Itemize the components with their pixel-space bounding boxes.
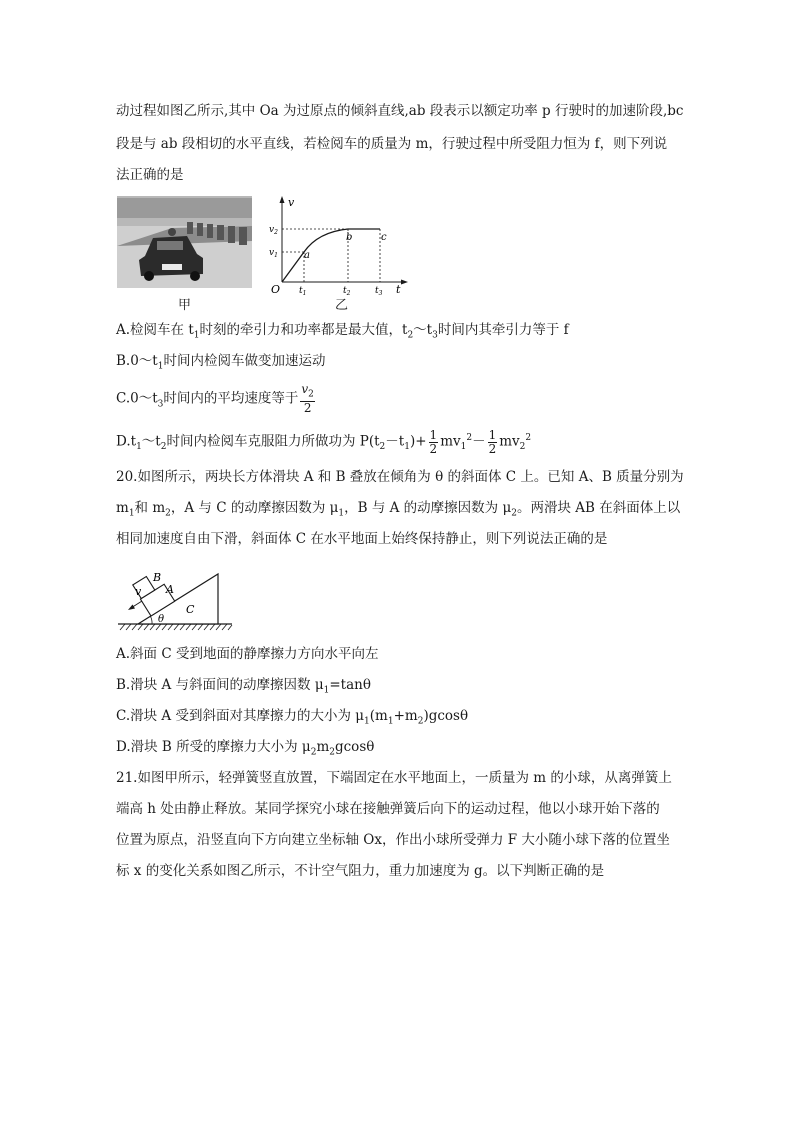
sup: 2 (466, 433, 473, 443)
q21-stem-line-2: 端高 h 处由静止释放。某同学探究小球在接触弹簧后向下的运动过程，他以小球开始下落的 (116, 801, 660, 817)
text: 和 m (134, 500, 166, 516)
v1-sub: 1 (274, 252, 278, 259)
text: ，B 与 A 的动摩擦因数为 μ (344, 500, 512, 516)
text: (m (369, 708, 388, 724)
sub: 1 (157, 361, 164, 372)
text: C.滑块 A 受到斜面对其摩擦力的大小为 μ (116, 708, 365, 724)
v2-sub: 2 (274, 229, 278, 236)
sub: 2 (511, 508, 517, 519)
fraction (488, 429, 498, 456)
sub: 3 (432, 330, 438, 341)
sub: 2 (407, 330, 414, 341)
svg-text:t1 (299, 286, 306, 297)
q19-stem-line-1: 动过程如图乙所示,其中 Oa 为过原点的倾斜直线,ab 段表示以额定功率 p 行驶时的加速阶段,bc (116, 103, 684, 119)
q20-stem-line-3: 相同加速度自由下滑，斜面体 C 在水平地面上始终保持静止，则下列说法正确的是 (116, 531, 608, 547)
v2-label: v (269, 225, 275, 235)
svg-text:v1 (269, 248, 278, 259)
point-a-label: a (304, 250, 310, 261)
fraction-denominator: 2 (429, 441, 438, 456)
sub: 1 (323, 685, 330, 696)
sub: 1 (338, 508, 345, 519)
sub: 1 (404, 442, 410, 453)
v1-label: v (269, 248, 275, 258)
text: m (316, 739, 330, 755)
sub: 2 (329, 747, 335, 758)
text: mv (499, 433, 520, 450)
sup: 2 (525, 433, 532, 443)
text: B.滑块 A 与斜面间的动摩擦因数 μ (116, 677, 324, 693)
q19-stem-line-3: 法正确的是 (116, 167, 184, 183)
block-c-label: C (186, 603, 195, 616)
text: )+ (409, 433, 427, 450)
text: 时间内检阅车克服阻力所做功为 P(t (166, 433, 380, 450)
text: C.0～t (116, 390, 158, 407)
fig-caption-yi: 乙 (335, 298, 349, 313)
q20-stem-line-1: 20.如图所示，两块长方体滑块 A 和 B 叠放在倾角为 θ 的斜面体 C 上。已知 A、B 质量分别为 (116, 469, 684, 485)
q21-stem-line-3: 位置为原点，沿竖直向下方向建立坐标轴 Ox，作出小球所受弹力 F 大小随小球下落的位置坐 (116, 832, 670, 848)
q19-option-a (116, 321, 569, 345)
text: D.t (116, 433, 137, 450)
text: mv (440, 433, 461, 450)
sub: 2 (308, 389, 314, 400)
t1-sub: 1 (302, 290, 307, 297)
sub: 1 (460, 442, 467, 453)
text: ～t (413, 322, 433, 338)
text: ，A 与 C 的动摩擦因数为 μ (170, 500, 339, 516)
text: 时间内检阅车做变加速运动 (163, 353, 326, 369)
q20-option-c (116, 707, 468, 731)
fraction-numerator (300, 383, 315, 402)
fraction-numerator: 1 (488, 427, 497, 442)
svg-text:v2 (269, 225, 278, 236)
text: m (116, 500, 129, 516)
fraction-denominator: 2 (303, 401, 312, 416)
text: － (472, 433, 486, 450)
text: +m (393, 708, 418, 724)
sub: 2 (310, 747, 317, 758)
parade-car-photo (117, 196, 252, 288)
fraction-denominator: 2 (488, 441, 497, 456)
fraction (300, 383, 315, 415)
t2-label: t (343, 286, 347, 296)
sub: 2 (417, 716, 424, 727)
t1-label: t (299, 286, 303, 296)
block-a-label: A (166, 583, 174, 596)
sub: 2 (519, 442, 526, 453)
text: B.0～t (116, 353, 158, 369)
t2-sub: 2 (346, 290, 351, 297)
text: =tanθ (329, 677, 371, 693)
q19-option-b (116, 352, 325, 376)
sub: 2 (379, 442, 386, 453)
q21-stem-line-4: 标 x 的变化关系如图乙所示，不计空气阻力，重力加速度为 g。以下判断正确的是 (116, 863, 605, 879)
velocity-label: v (135, 585, 142, 598)
var: v (301, 382, 309, 396)
q20-option-d (116, 738, 374, 762)
q21-stem-line-1: 21.如图甲所示，轻弹簧竖直放置，下端固定在水平地面上，一质量为 m 的小球，从离弹簧上 (116, 770, 672, 786)
origin-label: O (271, 283, 281, 296)
sub: 1 (387, 716, 394, 727)
v-t-graph (268, 192, 408, 297)
sub: 2 (165, 508, 171, 519)
t-axis-label: t (396, 283, 401, 296)
sub: 1 (128, 508, 135, 519)
sub: 2 (160, 442, 167, 453)
text: gcosθ (334, 739, 375, 755)
block-b-label: B (153, 571, 162, 584)
point-b-label: b (346, 232, 353, 243)
fraction (429, 429, 439, 456)
fraction-numerator: 1 (429, 427, 438, 442)
text: ～t (141, 433, 161, 450)
incline-figure (116, 558, 236, 636)
svg-text:t3 (375, 286, 383, 297)
text: )gcosθ (423, 708, 469, 724)
q20-option-b (116, 676, 371, 700)
t3-label: t (375, 286, 379, 296)
text: －t (385, 433, 405, 450)
sub: 1 (193, 330, 200, 341)
v-axis-label: v (288, 196, 295, 209)
fig-caption-jia: 甲 (178, 298, 192, 313)
q20-option-a: A.斜面 C 受到地面的静摩擦力方向水平向左 (116, 646, 379, 662)
q19-stem-line-2: 段是与 ab 段相切的水平直线，若检阅车的质量为 m，行驶过程中所受阻力恒为 f，则下列说 (116, 136, 668, 152)
q19-option-d (116, 427, 531, 458)
q19-option-c (116, 383, 317, 415)
point-c-label: c (381, 232, 387, 243)
sub: 3 (157, 399, 164, 410)
text: 时间内其牵引力等于 f (437, 322, 569, 338)
sub: 1 (136, 442, 142, 453)
text: 时刻的牵引力和功率都是最大值，t (199, 322, 408, 338)
t3-sub: 3 (378, 290, 383, 297)
sub: 1 (364, 716, 370, 727)
angle-theta-label: θ (158, 614, 165, 625)
text: D.滑块 B 所受的摩擦力大小为 μ (116, 739, 311, 755)
text: 。两滑块 AB 在斜面体上以 (516, 500, 681, 516)
q20-stem-line-2 (116, 499, 680, 523)
text: A.检阅车在 t (116, 322, 194, 338)
text: 时间内的平均速度等于 (163, 390, 299, 407)
